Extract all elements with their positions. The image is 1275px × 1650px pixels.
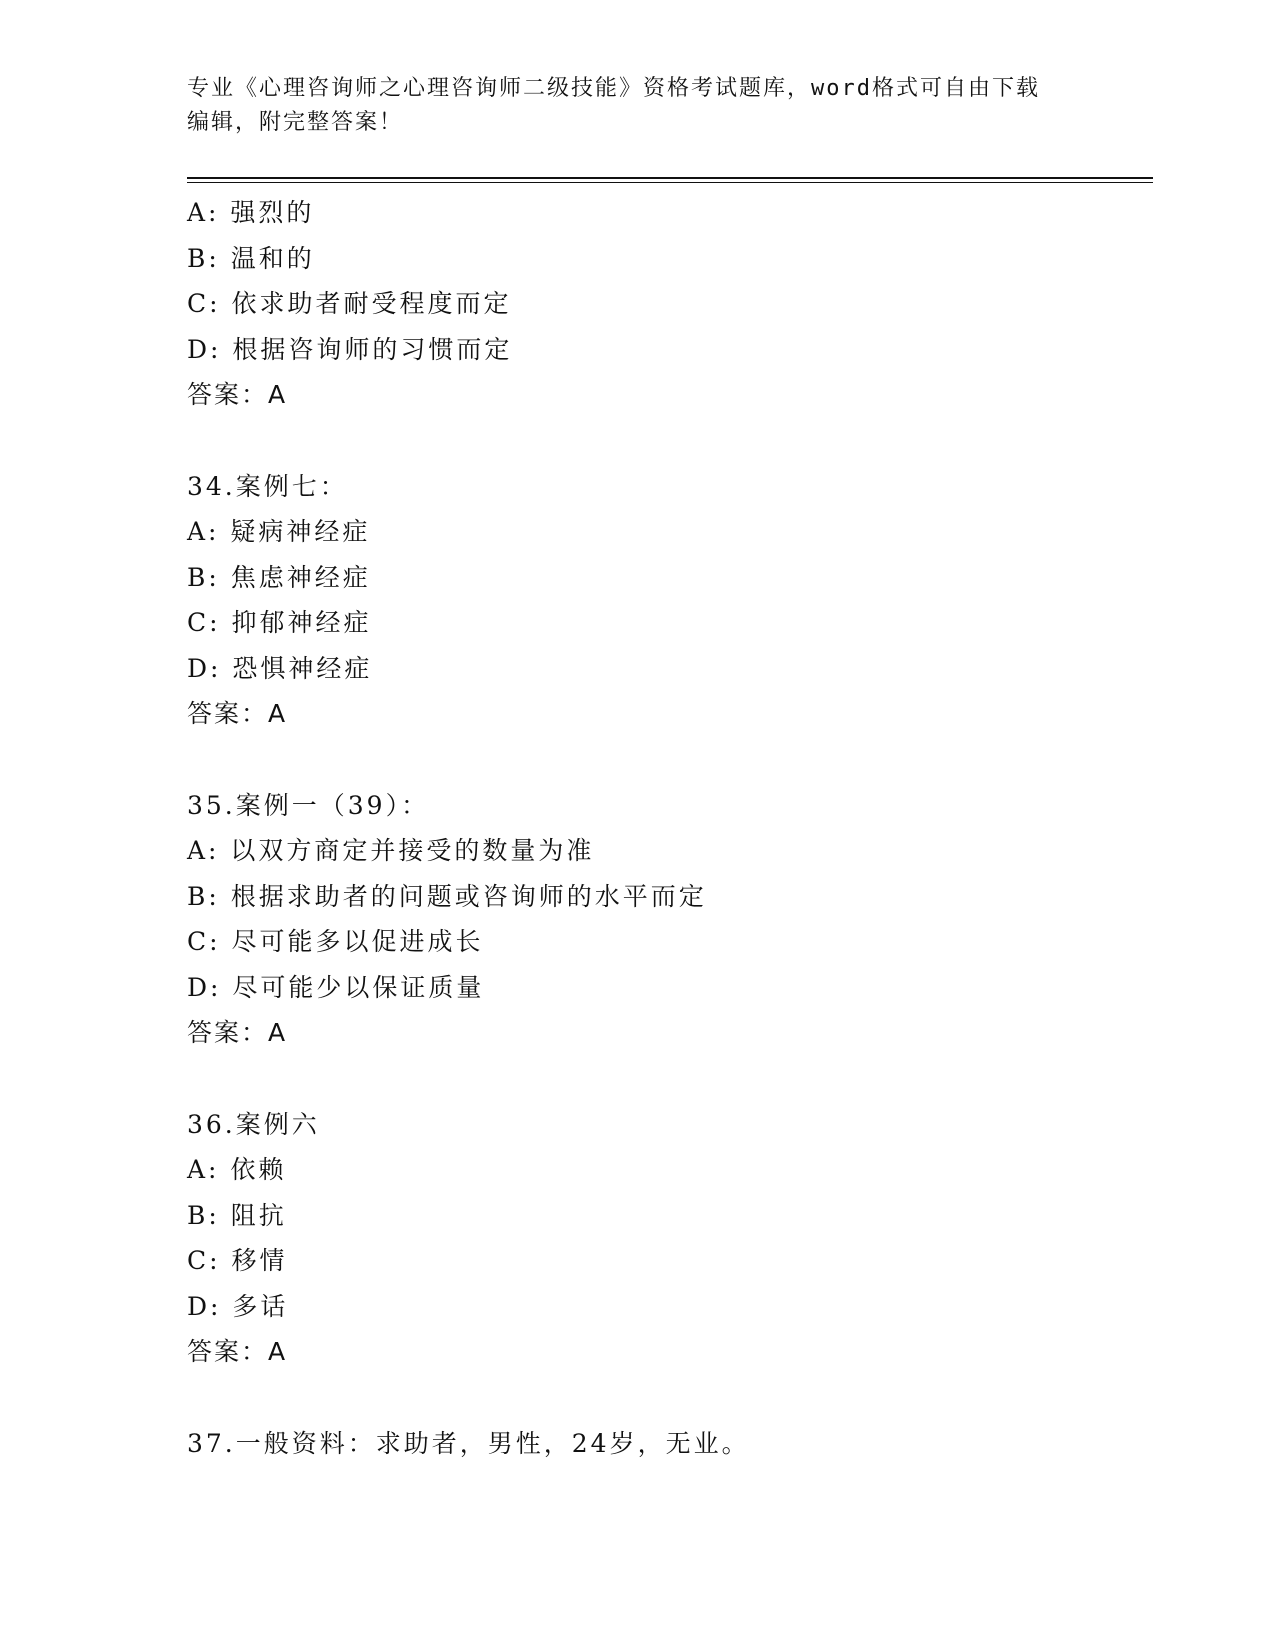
option-b: B: 温和的 xyxy=(187,243,315,273)
question-35 xyxy=(187,783,1153,1056)
header-line-2: 编辑，附完整答案！ xyxy=(187,110,404,135)
answer: 答案：A xyxy=(187,1018,288,1047)
header-divider-thin xyxy=(187,182,1153,183)
question-title: 37.一般资料：求助者，男性，24岁，无业。 xyxy=(187,1428,750,1458)
question-title: 36.案例六 xyxy=(187,1109,320,1139)
option-d: D: 根据咨询师的习惯而定 xyxy=(187,334,513,364)
option-a: A: 依赖 xyxy=(187,1155,287,1184)
option-a: A: 疑病神经症 xyxy=(187,517,371,546)
question-title: 35.案例一（39）： xyxy=(187,790,430,820)
option-a: A: 强烈的 xyxy=(187,198,315,227)
option-d: D: 尽可能少以保证质量 xyxy=(187,972,485,1002)
option-c: C: 尽可能多以促进成长 xyxy=(187,927,484,956)
option-c: C: 移情 xyxy=(187,1246,288,1275)
option-d: D: 恐惧神经症 xyxy=(187,653,373,683)
question-36 xyxy=(187,1102,1153,1375)
header-line-1: 专业《心理咨询师之心理咨询师二级技能》资格考试题库，word格式可自由下载 xyxy=(187,76,1040,101)
question-title: 34.案例七： xyxy=(187,471,348,501)
option-b: B: 根据求助者的问题或咨询师的水平而定 xyxy=(187,881,707,911)
option-d: D: 多话 xyxy=(187,1291,289,1321)
option-a: A: 以双方商定并接受的数量为准 xyxy=(187,836,595,865)
question-34 xyxy=(187,464,1153,737)
answer: 答案：A xyxy=(187,699,288,728)
header-divider-thick xyxy=(187,177,1153,179)
question-block-continued xyxy=(187,190,1153,418)
option-b: B: 阻抗 xyxy=(187,1200,287,1230)
question-37 xyxy=(187,1421,1153,1467)
option-b: B: 焦虑神经症 xyxy=(187,562,371,592)
question-list xyxy=(187,190,1153,1466)
option-c: C: 抑郁神经症 xyxy=(187,608,372,637)
answer: 答案：A xyxy=(187,380,288,409)
answer: 答案：A xyxy=(187,1337,288,1366)
option-c: C: 依求助者耐受程度而定 xyxy=(187,289,512,318)
document-header xyxy=(187,72,1087,140)
